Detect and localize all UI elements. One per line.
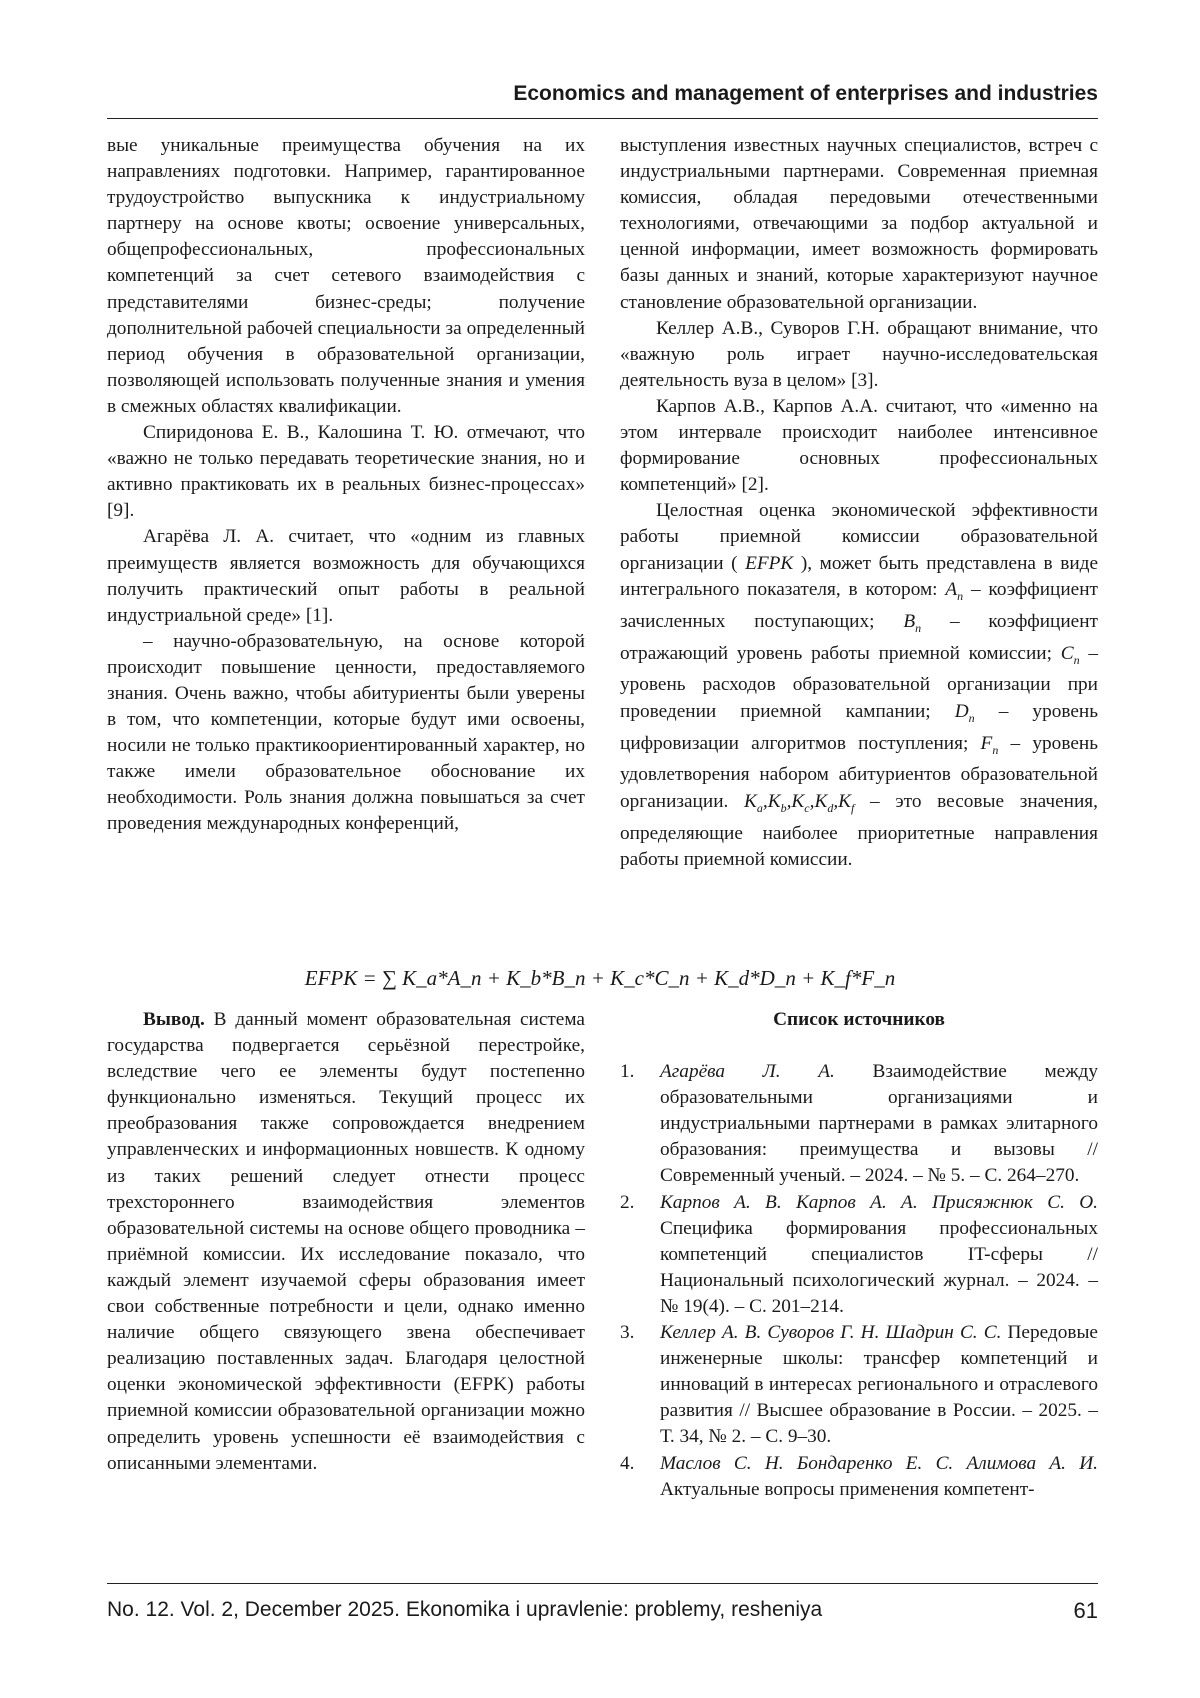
ref-text: Передовые инженерные школы: трансфер компетенций и инноваций в интересах регионального и отраслевого развития // Высшее образование в России. – 2025. – Т. 34, № 2. – С. 9–30. [660, 1322, 1098, 1447]
conclusion-paragraph [107, 1007, 585, 1477]
text: ), может быть представлена в виде интегрального показателя, в котором: [620, 553, 1098, 600]
text: – уровень удовлетворения набором абитуриентов образовательной организации. [620, 733, 1098, 812]
ref-text: Специфика формирования профессиональных компетенций специалистов IT-сферы // Национальный психологический журнал. – 2024. – № 19(4). – С. 201–214. [660, 1218, 1098, 1317]
text: Целостная оценка экономической эффективности работы приемной комиссии образовательной организации ( [620, 500, 1098, 573]
ref-authors: Карпов А. В. Карпов А. А. Присяжнюк С. О. [660, 1192, 1098, 1213]
reference-item [620, 1320, 1098, 1450]
ref-text: Актуальные вопросы применения компетент- [660, 1479, 1035, 1500]
references-title: Список источников [620, 1007, 1098, 1033]
efpk-formula: EFPK = ∑ K_a*A_n + K_b*B_n + K_c*C_n + K_d*D_n + K_f*F_n [0, 966, 1200, 991]
text: – уровень цифровизации алгоритмов поступления; [620, 701, 1098, 754]
var-d: Dn [955, 701, 975, 722]
paragraph: – научно-образовательную, на основе которой происходит повышение ценности, предоставляемого знания. Очень важно, чтобы абитуриенты были уверены в том, что компетенции, которые будут ими освоены, носили не только практикоориентированный характер, но также имели образовательное обоснование их необходимости. Роль знания должна повышаться за счет проведения международных конференций, [107, 629, 585, 838]
ref-authors: Келлер А. В. Суворов Г. Н. Шадрин С. С. [660, 1322, 1001, 1343]
paragraph: вые уникальные преимущества обучения на их направлениях подготовки. Например, гарантированное трудоустройство выпускника к индустриальному партнеру на основе квоты; освоение универсальных, общепрофессиональных, профессиональных компетенций за счет сетевого взаимодействия с представителями бизнес-среды; получение дополнительной рабочей специальности за определенный период обучения в образовательной организации, позволяющей использовать полученные знания и умения в смежных областях квалификации. [107, 133, 585, 420]
var-c: Cn [1061, 643, 1080, 664]
efpk-symbol: EFPK [745, 553, 793, 574]
var-b: Bn [903, 611, 921, 632]
ref-text: Взаимодействие между образовательными организациями и индустриальными партнерами в рамках элитарного образования: преимущества и вызовы // Современный ученый. – 2024. – № 5. – С. 264–270. [660, 1061, 1098, 1186]
footer-rule [107, 1583, 1098, 1584]
references-section [620, 1007, 1098, 1503]
paragraph: Келлер А.В., Суворов Г.Н. обращают внимание, что «важную роль играет научно-исследовательская деятельность вуза в целом» [3]. [620, 316, 1098, 394]
reference-item [620, 1190, 1098, 1320]
paragraph: Карпов А.В., Карпов А.А. считают, что «именно на этом интервале происходит наиболее интенсивное формирование основных профессиональных компетенций» [2]. [620, 394, 1098, 498]
weights: Ka,Kb,Kc,Kd,Kf [744, 791, 854, 812]
text: В данный момент образовательная система государства подвергается серьёзной перестройке, вследствие чего ее элементы будут постепенно функционально изменяться. Текущий процесс их преобразования также сопровождается внедрением управленческих и информационных новшеств. К одному из таких решений следует отнести процесс трехстороннего взаимодействия элементов образовательной системы на основе общего проводника – приёмной комиссии. Их исследование показало, что каждый элемент изучаемой сферы образования имеет свои собственные потребности и цели, однако именно наличие общего связующего звена обеспечивает реализацию поставленных задач. Благодаря целостной оценки экономической эффективности (EFPK) работы приемной комиссии образовательной организации можно определить уровень успешности её взаимодействия с описанными элементами. [107, 1009, 585, 1474]
conclusion-label: Вывод. [143, 1009, 205, 1030]
reference-item [620, 1059, 1098, 1189]
ref-num: 2. [620, 1190, 634, 1216]
ref-num: 1. [620, 1059, 634, 1085]
ref-num: 3. [620, 1320, 634, 1346]
text: – уровень расходов образовательной организации при проведении приемной кампании; [620, 643, 1098, 722]
text: – коэффициент зачисленных поступающих; [620, 579, 1098, 632]
ref-num: 4. [620, 1451, 634, 1477]
right-column-top [620, 133, 1098, 873]
var-a: An [945, 579, 963, 600]
header-rule [107, 118, 1098, 119]
var-f: Fn [981, 733, 999, 754]
running-header: Economics and management of enterprises and industries [107, 82, 1098, 106]
footer [107, 1598, 1098, 1622]
footer-citation: No. 12. Vol. 2, December 2025. Ekonomika i upravlenie: problemy, resheniya [107, 1598, 822, 1621]
text: – это весовые значения, определяющие наиболее приоритетные направления работы приемной комиссии. [620, 791, 1098, 870]
paragraph: выступления известных научных специалистов, встреч с индустриальными партнерами. Современная приемная комиссия, обладая передовыми отечественными технологиями, отвечающими за подбор актуальной и ценной информации, имеет возможность формировать базы данных и знаний, которые характеризуют научное становление образовательной организации. [620, 133, 1098, 316]
conclusion-section [107, 1007, 585, 1477]
definition-paragraph [620, 498, 1098, 872]
references-list [620, 1059, 1098, 1503]
paragraph: Агарёва Л. А. считает, что «одним из главных преимуществ является возможность для обучающихся получить практический опыт работы в реальной индустриальной среде» [1]. [107, 524, 585, 628]
page-number: 61 [1074, 1598, 1098, 1624]
left-column-top [107, 133, 585, 838]
paragraph: Спиридонова Е. В., Калошина Т. Ю. отмечают, что «важно не только передавать теоретические знания, но и активно практиковать их в реальных бизнес-процессах» [9]. [107, 420, 585, 524]
text: – коэффициент отражающий уровень работы приемной комиссии; [620, 611, 1098, 664]
reference-item [620, 1451, 1098, 1503]
ref-authors: Маслов С. Н. Бондаренко Е. С. Алимова А. И. [660, 1453, 1098, 1474]
ref-authors: Агарёва Л. А. [660, 1061, 835, 1082]
